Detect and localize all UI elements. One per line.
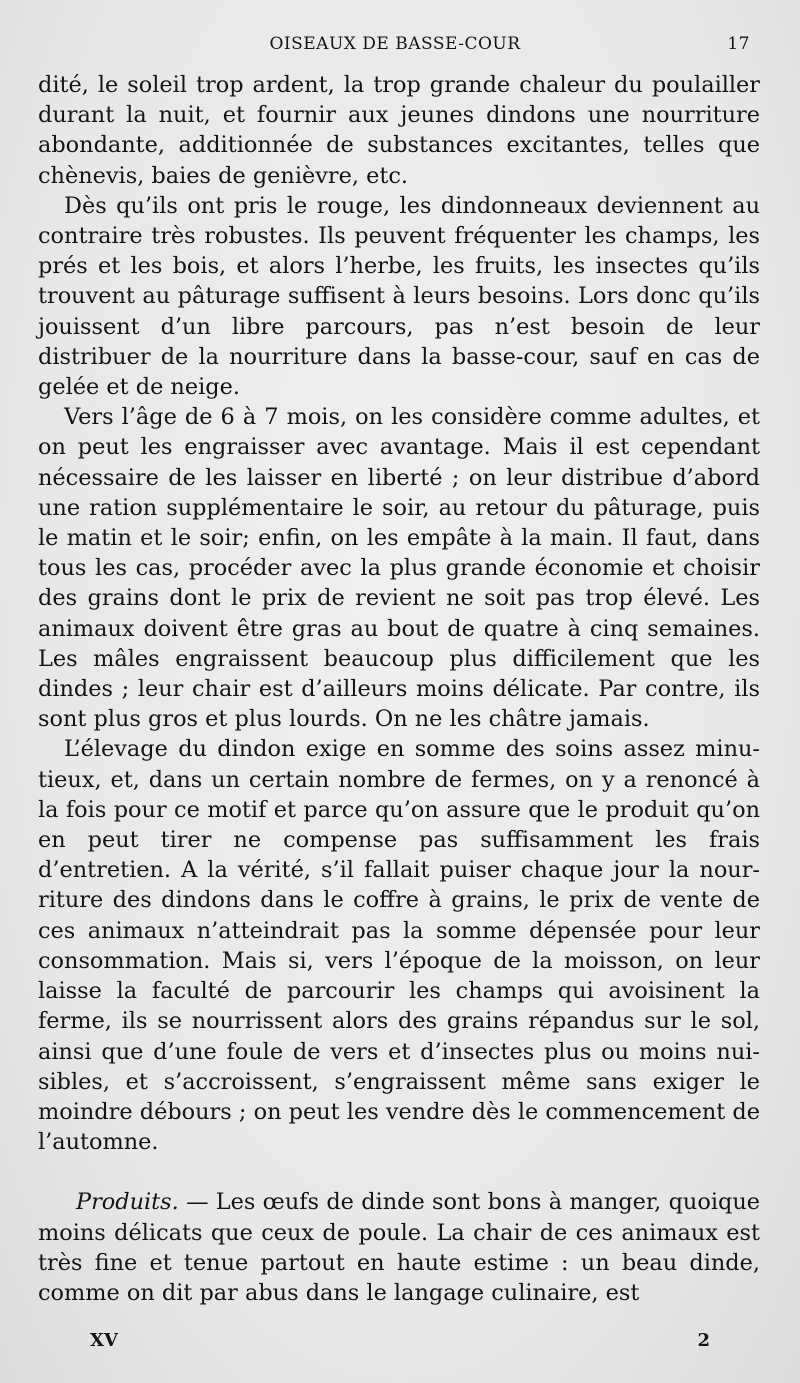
sheet-number: 2 [697,1330,710,1351]
produits-label: Produits. [76,1189,179,1216]
signature-mark: XV [90,1330,118,1351]
page-footer [90,1330,710,1354]
paragraph-continuation: dité, le soleil trop ardent, la trop grande chaleur du poulailler durant la nuit, et fournir aux jeunes dindons une nourriture abondante, additionnée de substances excitantes, telles que chènevis, baies de genièvre, etc. [38,72,760,189]
body-text [38,70,760,1308]
paragraph-rouge: Dès qu’ils ont pris le rouge, les dindonneaux deviennent au contraire très robustes. Ils peuvent fréquenter les champs, les prés et les bois, et alors l’herbe, les fruits, les insectes qu’ils trouvent au pâturage suffisent à leurs besoins. Lors donc qu’ils jouissent d’un libre parcours, pas n’est besoin de leur distribuer de la nourriture dans la basse-cour, sauf en cas de gelée et de neige. [38,192,760,401]
page-header [40,34,750,58]
paragraph-elevage: L’élevage du dindon exige en somme des soins assez minutieux, et, dans un certain nombre de fermes, on y a renoncé à la fois pour ce motif et parce qu’on assure que le produit qu’on en peut tirer ne compense pas suffisamment les frais d’entretien. A la vérité, s’il fallait puiser chaque jour la nourriture des dindons dans le coffre à grains, le prix de vente de ces animaux n’atteindrait pas la somme dépensée pour leur consommation. Mais si, vers l’époque de la moisson, on leur laisse la faculté de parcourir les champs qui avoisinent la ferme, ils se nourrissent alors des grains répandus sur le sol, ainsi que d’une foule de vers et d’insectes plus ou moins nuisibles, et s’accroissent, s’engraissent même sans exiger le moindre débours ; on peut les vendre dès le commencement de l’automne. [38,736,760,1156]
page-number: 17 [727,34,750,54]
running-title: OISEAUX DE BASSE-COUR [269,34,521,54]
paragraph-produits [38,1187,760,1308]
paragraph-engraissement: Vers l’âge de 6 à 7 mois, on les considère comme adultes, et on peut les engraisser avec avantage. Mais il est cependant nécessaire de les laisser en liberté ; on leur distribue d’abord une ration supplémentaire le soir, au retour du pâturage, puis le matin et le soir; enfin, on les empâte à la main. Il faut, dans tous les cas, procéder avec la plus grande économie et choisir des grains dont le prix de revient ne soit pas trop élevé. Les animaux doivent être gras au bout de quatre à cinq semaines. Les mâles engraissent beaucoup plus difficilement que les dindes ; leur chair est d’ailleurs moins délicate. Par contre, ils sont plus gros et plus lourds. On ne les châtre jamais. [38,404,760,733]
produits-text: — Les œufs de dinde sont bons à manger, quoique moins délicats que ceux de poule. La chair de ces animaux est très fine et tenue partout en haute estime : un beau dinde, comme on dit par abus dans le langage culinaire, est [38,1189,760,1306]
